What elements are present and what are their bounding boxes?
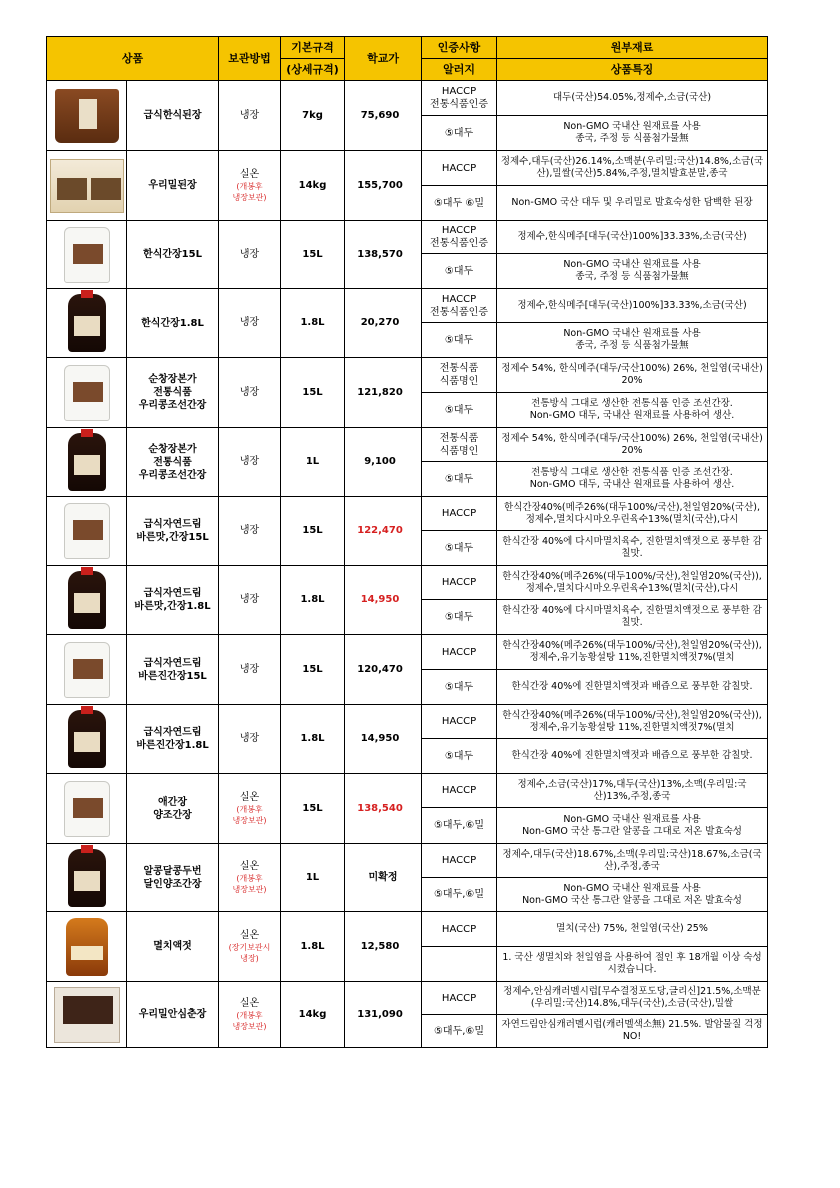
allergy: ⑤대두: [422, 670, 497, 705]
product-feature: Non-GMO 국내산 원재료를 사용 종국, 주정 등 식품첨가물無: [497, 116, 768, 151]
table-row: [47, 635, 768, 670]
product-spec: 14kg: [281, 982, 345, 1048]
product-image: [47, 774, 127, 844]
table-row: [47, 912, 768, 947]
product-image: [47, 151, 127, 221]
product-spec: 15L: [281, 635, 345, 705]
product-spec: 14kg: [281, 151, 345, 221]
certification: HACCP 전통식품인증: [422, 289, 497, 323]
school-price: 14,950: [345, 566, 422, 635]
product-spec: 1.8L: [281, 912, 345, 982]
storage-method: 냉장: [239, 456, 260, 467]
storage-note: (개봉후 냉장보관): [232, 1010, 267, 1031]
storage-cell: [219, 358, 281, 428]
ingredients: 한식간장40%(메주26%(대두100%/국산),천일염20%(국산),정제수,멸치다시마오우린육수13%(멸치(국산),다시: [497, 497, 768, 531]
table-row: [47, 982, 768, 1015]
allergy: ⑤대두: [422, 462, 497, 497]
product-feature: Non-GMO 국내산 원재료를 사용 종국, 주정 등 식품첨가물無: [497, 323, 768, 358]
certification: HACCP: [422, 982, 497, 1015]
product-spec: 15L: [281, 358, 345, 428]
bottle-icon: [68, 294, 106, 352]
school-price: 155,700: [345, 151, 422, 221]
header-cert: 인증사항: [422, 37, 497, 59]
allergy: ⑤대두: [422, 739, 497, 774]
product-name: 순창장본가 전통식품 우리콩조선간장: [127, 428, 219, 497]
product-name: 알콩달콩두번 달인양조간장: [127, 844, 219, 912]
product-name: 급식한식된장: [127, 81, 219, 151]
product-image: [47, 912, 127, 982]
table-row: [47, 221, 768, 254]
product-spec: 1.8L: [281, 566, 345, 635]
product-feature: 자연드림안심캐러멜시럽(캐러멜색소無) 21.5%. 발암물질 걱정NO!: [497, 1015, 768, 1048]
bottle-icon: [68, 433, 106, 491]
school-price: 9,100: [345, 428, 422, 497]
product-feature: Non-GMO 국내산 원재료를 사용 Non-GMO 국산 통그란 알콩을 그대로 저온 발효숙성: [497, 878, 768, 912]
jug-icon: [64, 227, 110, 283]
tub-icon: [55, 89, 119, 143]
product-name: 순창장본가 전통식품 우리콩조선간장: [127, 358, 219, 428]
table-row: [47, 566, 768, 600]
product-feature: 한식간장 40%에 다시마멸치육수, 진한멸치액젓으로 풍부한 감칠맛.: [497, 531, 768, 566]
table-body: [47, 81, 768, 1048]
allergy: ⑤대두: [422, 600, 497, 635]
table-row: [47, 705, 768, 739]
allergy: ⑤대두: [422, 531, 497, 566]
table-header: [47, 37, 768, 81]
product-spec: 15L: [281, 221, 345, 289]
product-image: [47, 428, 127, 497]
school-price: 138,570: [345, 221, 422, 289]
storage-cell: [219, 497, 281, 566]
product-spec: 1.8L: [281, 289, 345, 358]
school-price: 120,470: [345, 635, 422, 705]
header-features: 상품특징: [497, 59, 768, 81]
storage-method: 실온: [239, 791, 260, 803]
jug-icon: [64, 642, 110, 698]
product-spec: 15L: [281, 497, 345, 566]
bottle-icon: [68, 710, 106, 768]
bottle-icon: [68, 571, 106, 629]
product-name: 급식자연드림 바른진간장1.8L: [127, 705, 219, 774]
storage-note: (개봉후 냉장보관): [232, 873, 267, 894]
ingredients: 한식간장40%(메주26%(대두100%/국산),천일염20%(국산)),정제수,유기농황설탕 11%,진한멸치액젓7%(멸치: [497, 705, 768, 739]
product-image: [47, 705, 127, 774]
ingredients: 정제수,안심캐러멜시럽[무수결정포도당,글리신]21.5%,소맥분(우리밀:국산)14.8%,대두(국산),소금(국산),밀쌀: [497, 982, 768, 1015]
storage-method: 냉장: [239, 248, 260, 260]
header-allergy: 알러지: [422, 59, 497, 81]
storage-cell: [219, 221, 281, 289]
ingredients: 한식간장40%(메주26%(대두100%/국산),천일염20%(국산)),정제수,멸치다시마오우린육수13%(멸치(국산),다시: [497, 566, 768, 600]
school-price: 138,540: [345, 774, 422, 844]
storage-cell: [219, 151, 281, 221]
school-price: 131,090: [345, 982, 422, 1048]
product-spec: 7kg: [281, 81, 345, 151]
storage-cell: [219, 289, 281, 358]
storage-method: 실온: [239, 929, 260, 941]
school-price: 75,690: [345, 81, 422, 151]
product-feature: 전통방식 그대로 생산한 전통식품 인증 조선간장. Non-GMO 대두, 국내산 원재료를 사용하여 생산.: [497, 462, 768, 497]
product-name: 한식간장1.8L: [127, 289, 219, 358]
storage-note: (개봉후 냉장보관): [232, 804, 267, 825]
header-price: 학교가: [345, 37, 422, 81]
fish-bottle-icon: [66, 918, 108, 976]
table-row: [47, 289, 768, 323]
product-spec: 1.8L: [281, 705, 345, 774]
product-image: [47, 497, 127, 566]
product-image: [47, 289, 127, 358]
school-price: 20,270: [345, 289, 422, 358]
table-row: [47, 81, 768, 116]
ingredients: 정제수,대두(국산)18.67%,소맥(우리밀:국산)18.67%,소금(국산),주정,종국: [497, 844, 768, 878]
certification: HACCP: [422, 912, 497, 947]
storage-cell: [219, 428, 281, 497]
product-image: [47, 358, 127, 428]
storage-method: 실온: [239, 860, 260, 872]
product-image: [47, 81, 127, 151]
certification: HACCP: [422, 705, 497, 739]
allergy: ⑤대두: [422, 393, 497, 428]
header-product: 상품: [47, 37, 219, 81]
bag-icon: [50, 159, 124, 213]
certification: HACCP: [422, 151, 497, 186]
storage-method: 냉장: [239, 109, 260, 121]
certification: HACCP: [422, 774, 497, 808]
storage-method: 냉장: [239, 386, 260, 398]
table-row: [47, 358, 768, 393]
product-feature: 1. 국산 생멸치와 천일염을 사용하여 절인 후 18개월 이상 숙성시켰습니다.: [497, 947, 768, 982]
table-row: [47, 774, 768, 808]
certification: 전통식품 식품명인: [422, 358, 497, 393]
product-feature: Non-GMO 국내산 원재료를 사용 종국, 주정 등 식품첨가물無: [497, 254, 768, 289]
product-table: [46, 36, 768, 1048]
product-feature: 한식간장 40%에 진한멸치액젓과 배즙으로 풍부한 감칠맛.: [497, 739, 768, 774]
certification: HACCP 전통식품인증: [422, 221, 497, 254]
school-price: 미확정: [345, 844, 422, 912]
certification: HACCP 전통식품인증: [422, 81, 497, 116]
jug-icon: [64, 503, 110, 559]
certification: 전통식품 식품명인: [422, 428, 497, 462]
certification: HACCP: [422, 566, 497, 600]
storage-cell: [219, 982, 281, 1048]
storage-note: (장기보관시 냉장): [228, 942, 271, 963]
ingredients: 정제수 54%, 한식메주(대두/국산100%) 26%, 천일염(국내산) 20%: [497, 428, 768, 462]
ingredients: 정제수,한식메주[대두(국산)100%]33.33%,소금(국산): [497, 221, 768, 254]
jug-icon: [64, 781, 110, 837]
jug-icon: [64, 365, 110, 421]
ingredients: 한식간장40%(메주26%(대두100%/국산),천일염20%(국산)),정제수,유기농황설탕 11%,진한멸치액젓7%(멸치: [497, 635, 768, 670]
product-image: [47, 221, 127, 289]
allergy: ⑤대두,⑥밀: [422, 808, 497, 844]
table-row: [47, 844, 768, 878]
ingredients: 정제수,소금(국산)17%,대두(국산)13%,소맥(우리밀:국산)13%,주정,종국: [497, 774, 768, 808]
ingredients: 정제수,대두(국산)26.14%,소맥분(우리밀:국산)14.8%,소금(국산),밀쌀(국산)5.84%,주정,멸치발효분말,종국: [497, 151, 768, 186]
product-name: 급식자연드림 바른진간장15L: [127, 635, 219, 705]
pack-icon: [54, 987, 120, 1043]
table-row: [47, 428, 768, 462]
product-spec: 1L: [281, 844, 345, 912]
header-spec: 기본규격: [281, 37, 345, 59]
storage-cell: [219, 912, 281, 982]
product-feature: 한식간장 40%에 진한멸치액젓과 배즙으로 풍부한 감칠맛.: [497, 670, 768, 705]
product-image: [47, 566, 127, 635]
product-name: 급식자연드림 바른맛,간장1.8L: [127, 566, 219, 635]
product-name: 애간장 양조간장: [127, 774, 219, 844]
storage-method: 냉장: [239, 525, 260, 536]
storage-method: 냉장: [239, 594, 260, 605]
storage-method: 냉장: [239, 663, 260, 675]
storage-cell: [219, 566, 281, 635]
product-name: 멸치액젓: [127, 912, 219, 982]
product-spec: 15L: [281, 774, 345, 844]
allergy: ⑤대두,⑥밀: [422, 1015, 497, 1048]
product-feature: 전통방식 그대로 생산한 전통식품 인증 조선간장. Non-GMO 대두, 국내산 원재료를 사용하여 생산.: [497, 393, 768, 428]
product-image: [47, 635, 127, 705]
ingredients: 대두(국산)54.05%,정제수,소금(국산): [497, 81, 768, 116]
allergy: ⑤대두: [422, 116, 497, 151]
table-row: [47, 497, 768, 531]
school-price: 12,580: [345, 912, 422, 982]
allergy: [422, 947, 497, 982]
storage-method: 냉장: [239, 317, 260, 328]
header-storage: 보관방법: [219, 37, 281, 81]
storage-method: 실온: [239, 997, 260, 1009]
allergy: ⑤대두,⑥밀: [422, 878, 497, 912]
school-price: 121,820: [345, 358, 422, 428]
product-spec: 1L: [281, 428, 345, 497]
certification: HACCP: [422, 497, 497, 531]
certification: HACCP: [422, 844, 497, 878]
ingredients: 정제수 54%, 한식메주(대두/국산100%) 26%, 천일염(국내산) 20%: [497, 358, 768, 393]
product-image: [47, 982, 127, 1048]
product-name: 급식자연드림 바른맛,간장15L: [127, 497, 219, 566]
product-feature: Non-GMO 국내산 원재료를 사용 Non-GMO 국산 통그란 알콩을 그대로 저온 발효숙성: [497, 808, 768, 844]
product-feature: 한식간장 40%에 다시마멸치육수, 진한멸치액젓으로 풍부한 감칠맛.: [497, 600, 768, 635]
storage-cell: [219, 774, 281, 844]
product-name: 우리밀된장: [127, 151, 219, 221]
header-ingredients: 원부재료: [497, 37, 768, 59]
storage-cell: [219, 81, 281, 151]
product-image: [47, 844, 127, 912]
ingredients: 멸치(국산) 75%, 천일염(국산) 25%: [497, 912, 768, 947]
certification: HACCP: [422, 635, 497, 670]
storage-cell: [219, 635, 281, 705]
product-name: 한식간장15L: [127, 221, 219, 289]
storage-method: 실온: [239, 168, 260, 180]
storage-cell: [219, 705, 281, 774]
ingredients: 정제수,한식메주[대두(국산)100%]33.33%,소금(국산): [497, 289, 768, 323]
storage-cell: [219, 844, 281, 912]
school-price: 122,470: [345, 497, 422, 566]
allergy: ⑤대두: [422, 323, 497, 358]
allergy: ⑤대두: [422, 254, 497, 289]
table-row: [47, 151, 768, 186]
storage-method: 냉장: [239, 733, 260, 744]
bottle-icon: [68, 849, 106, 907]
allergy: ⑤대두 ⑥밀: [422, 186, 497, 221]
school-price: 14,950: [345, 705, 422, 774]
product-name: 우리밀안심춘장: [127, 982, 219, 1048]
header-spec-detail: (상세규격): [281, 59, 345, 81]
storage-note: (개봉후 냉장보관): [232, 181, 267, 202]
product-feature: Non-GMO 국산 대두 및 우리밀로 발효숙성한 담백한 된장: [497, 186, 768, 221]
